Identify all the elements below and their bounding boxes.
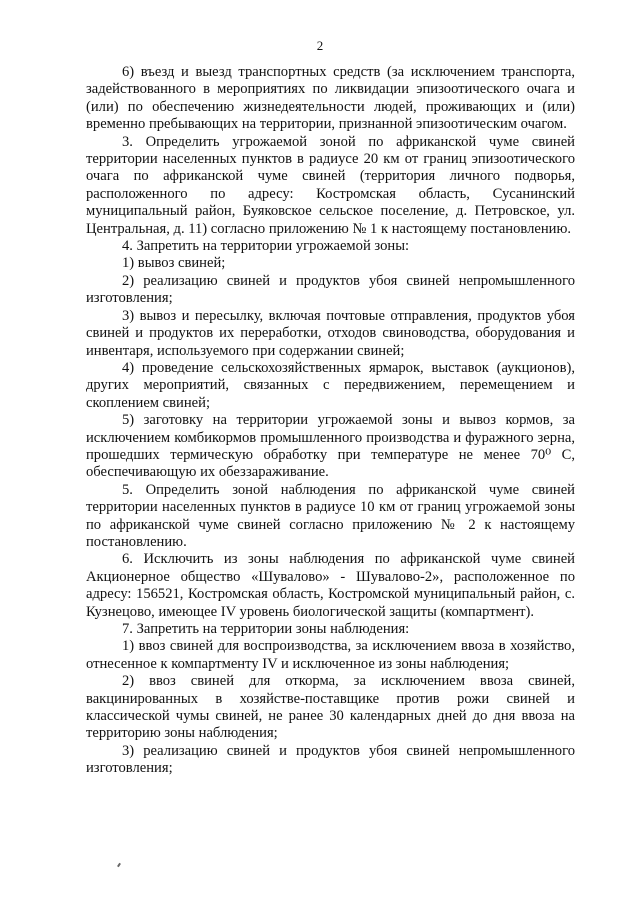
- document-body: [86, 64, 575, 778]
- paragraph-5-observation-zone: 5. Определить зоной наблюдения по африканской чуме свиней территории населенных пунктов в радиусе 10 км от границ угрожаемой зоны по африканской чуме свиней согласно приложению № 2 к настоящему постановлению.: [86, 481, 575, 550]
- paragraph-4-prohibitions-heading: 4. Запретить на территории угрожаемой зоны:: [122, 238, 410, 255]
- paragraph-4-item-4: 4) проведение сельскохозяйственных ярмарок, выставок (аукционов), других мероприятий, связанных с передвижением, перемещением и скоплением свиней;: [86, 359, 575, 411]
- paragraph-3-threatened-zone: 3. Определить угрожаемой зоной по африканской чуме свиней территории населенных пунктов в радиусе 20 км от границ эпизоотического очага по африканской чуме свиней (территория личного подворья, расположенного по адресу: Костромская область, Сусанинский муниципальный район, Буяковское сельское поселение, д. Петровское, ул. Центральная, д. 11) согласно приложению № 1 к настоящему постановлению.: [86, 133, 575, 237]
- paragraph-4-item-1: 1) вывоз свиней;: [122, 255, 226, 272]
- paragraph-4-item-3: 3) вывоз и пересылку, включая почтовые отправления, продуктов убоя свиней и продуктов их переработки, отходов свиноводства, оборудования и инвентаря, используемого при содержании свиней;: [86, 307, 575, 359]
- paragraph-7-item-1: 1) ввоз свиней для воспроизводства, за исключением ввоза в хозяйство, отнесенное к компартменту IV и исключенное из зоны наблюдения;: [86, 638, 575, 672]
- paragraph-item-6-transport: 6) въезд и выезд транспортных средств (за исключением транспорта, задействованного в мероприятиях по ликвидации эпизоотического очага и (или) по обеспечению жизнедеятельности людей, проживающих и (или) временно пребывающих на территории, признанной эпизоотическим очагом.: [86, 64, 575, 133]
- page-number: 2: [316, 38, 324, 53]
- paragraph-4-item-5: 5) заготовку на территории угрожаемой зоны и вывоз кормов, за исключением комбикормов промышленного производства и фуражного зерна, прошедших термическую обработку при температуре не менее 70⁰ С, обеспечивающую их обеззараживание.: [86, 412, 575, 481]
- scan-artifact-mark: [117, 863, 121, 867]
- paragraph-7-item-2: 2) ввоз свиней для откорма, за исключением ввоза свиней, вакцинированных в хозяйстве-поставщике против рожи свиней и классической чумы свиней, не ранее 30 календарных дней до дня ввоза на территорию зоны наблюдения;: [86, 673, 575, 742]
- paragraph-7-prohibitions-heading: 7. Запретить на территории зоны наблюдения:: [122, 621, 410, 637]
- paragraph-4-item-2: 2) реализацию свиней и продуктов убоя свиней непромышленного изготовления;: [86, 272, 575, 307]
- paragraph-6-exclusion: 6. Исключить из зоны наблюдения по африканской чуме свиней Акционерное общество «Шувалово» - Шувалово-2», расположенное по адресу: 156521, Костромская область, Костромской муниципальный район, с. Кузнецово, имеющее IV уровень биологической защиты (компартмент).: [86, 551, 575, 620]
- paragraph-7-item-3: 3) реализацию свиней и продуктов убоя свиней непромышленного изготовления;: [86, 742, 575, 777]
